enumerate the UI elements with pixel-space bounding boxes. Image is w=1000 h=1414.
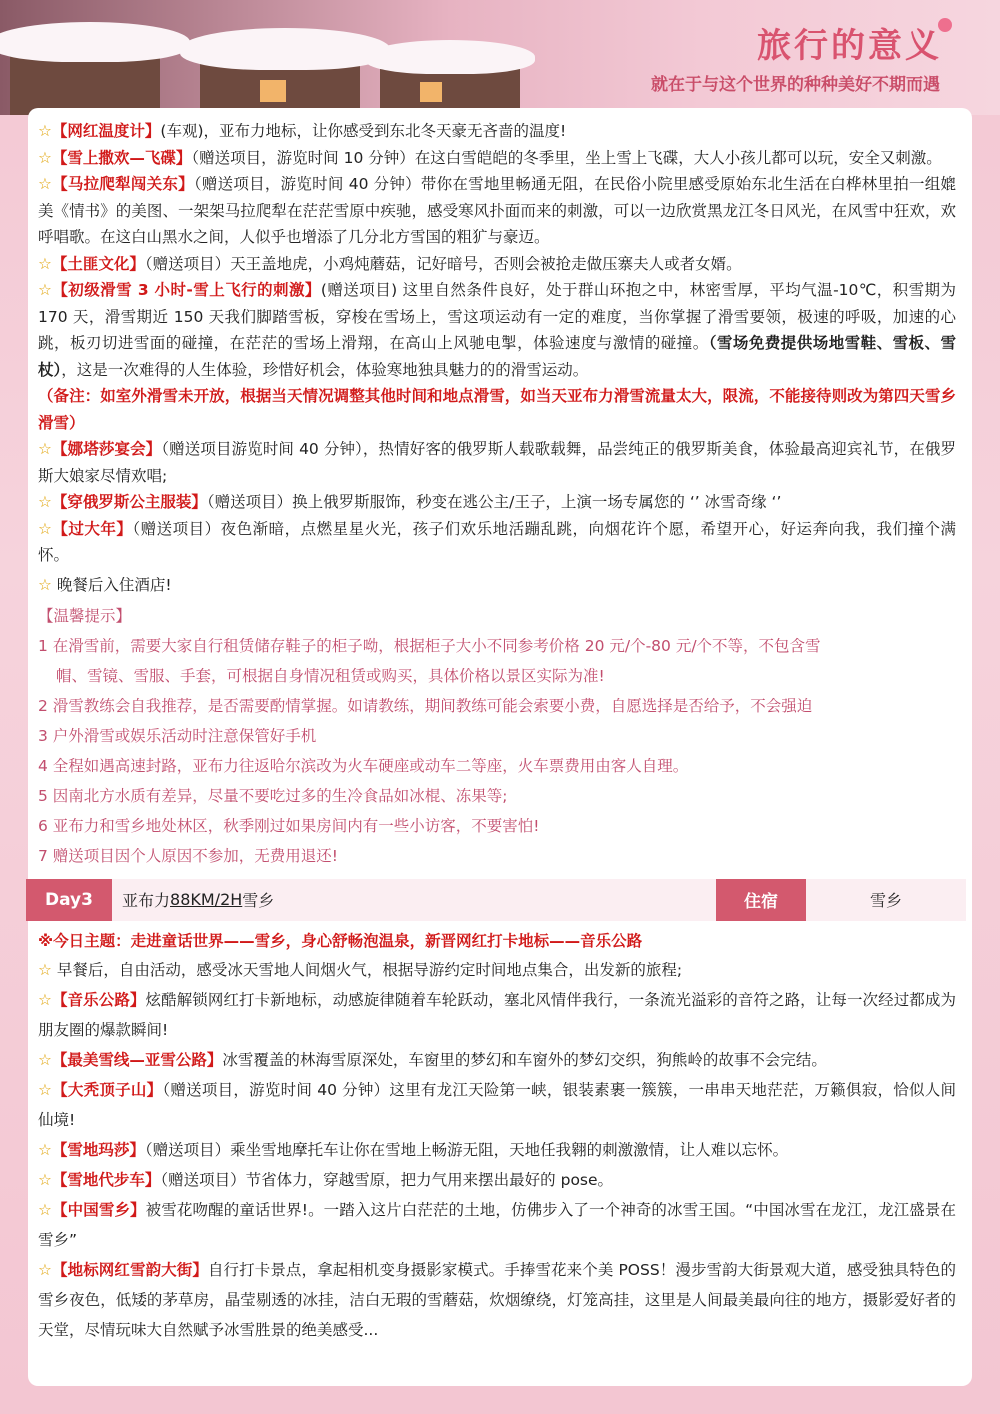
day-header-row	[26, 879, 966, 921]
item-text: 早餐后，自由活动，感受冰天雪地人间烟火气，根据导游约定时间地点集合，出发新的旅程;	[56, 960, 683, 979]
item-text: （赠送项目）天王盖地虎，小鸡炖蘑菇，记好暗号，否则会被抢走做压寨夫人或者女婿。	[144, 254, 742, 273]
route-distance: 88KM/2H	[170, 890, 243, 909]
header-banner	[0, 0, 1000, 115]
itinerary-content	[38, 118, 956, 1345]
item-title: 【地标网红雪韵大街】	[52, 1260, 208, 1279]
ski-note: （备注：如室外滑雪未开放，根据当天情况调整其他时间和地点滑雪，如当天亚布力滑雪流量太大，限流，不能接待则改为第四天雪乡滑雪）	[38, 387, 956, 432]
list-item	[38, 1045, 956, 1075]
star-icon: ☆	[38, 960, 52, 979]
stay-value: 雪乡	[806, 879, 966, 921]
list-item	[38, 118, 956, 145]
item-title: 【中国雪乡】	[52, 1200, 146, 1219]
day-theme: ※今日主题：走进童话世界——雪乡，身心舒畅泡温泉，新晋网红打卡地标——音乐公路	[38, 931, 643, 950]
star-icon: ☆	[38, 1050, 52, 1069]
item-text: 冰雪覆盖的林海雪原深处，车窗里的梦幻和车窗外的梦幻交织，狗熊岭的故事不会完结。	[222, 1050, 827, 1069]
star-icon: ☆	[38, 1260, 52, 1279]
star-icon: ☆	[38, 1140, 52, 1159]
item-title: 【雪上撒欢—飞碟】	[51, 148, 192, 167]
item-title: 【过大年】	[52, 519, 133, 538]
list-item	[38, 1195, 956, 1255]
star-icon: ☆	[38, 440, 53, 458]
banner-subtitle: 就在于与这个世界的种种美好不期而遇	[651, 75, 940, 95]
list-item	[38, 436, 956, 489]
item-title: 【娜塔莎宴会】	[52, 440, 162, 458]
tip-item: 7 赠送项目因个人原因不参加，无费用退还!	[38, 846, 339, 865]
item-title: 【网红温度计】	[51, 122, 161, 140]
list-item	[38, 489, 956, 516]
tip-item: 6 亚布力和雪乡地处林区，秋季刚过如果房间内有一些小访客，不要害怕!	[38, 816, 540, 835]
item-text: （赠送项目，游览时间 40 分钟）这里有龙江天险第一峡，银装素裹一簇簇，一串串天地茫茫，万籁俱寂，恰似人间仙境!	[38, 1080, 956, 1129]
list-item	[38, 1075, 956, 1135]
snow-roof	[365, 40, 535, 74]
tips-title: 【温馨提示】	[38, 606, 132, 625]
item-text: （赠送项目）节省体力，穿越雪原，把力气用来摆出最好的 pose。	[160, 1170, 614, 1189]
list-item	[38, 955, 956, 985]
item-text: （赠送项目）夜色渐暗，点燃星星火光，孩子们欢乐地活蹦乱跳，向烟花许个愿，希望开心，好运奔向我，我们撞个满怀。	[38, 519, 956, 564]
list-item	[38, 251, 956, 278]
item-title: 【最美雪线—亚雪公路】	[51, 1050, 223, 1069]
star-icon: ☆	[38, 254, 52, 273]
stay-label: 住宿	[716, 879, 806, 921]
list-item	[38, 1255, 956, 1345]
item-title: 【大秃顶子山】	[52, 1080, 163, 1099]
list-item	[38, 516, 956, 569]
item-text: （赠送项目，游览时间 40 分钟）带你在雪地里畅通无阻，在民俗小院里感受原始东北生活在白桦林里拍一组媲美《情书》的美图、一架架马拉爬犁在茫茫雪原中疾驰，感受寒风扑面而来的刺激，可以一边欣赏黑龙江冬日风光，在风雪中狂欢，欢呼唱歌。在这白山黑水之间，人似乎也增添了几分北方雪国的粗犷与豪迈。	[38, 175, 956, 246]
list-item	[38, 985, 956, 1045]
item-title: 【穿俄罗斯公主服装】	[51, 493, 207, 511]
day-label: Day3	[26, 879, 112, 921]
star-icon: ☆	[38, 148, 52, 167]
day-route	[112, 879, 716, 921]
item-text: （赠送项目游览时间 40 分钟），热情好客的俄罗斯人载歌载舞，品尝纯正的俄罗斯美食，体验最高迎宾礼节，在俄罗斯大娘家尽情欢唱;	[38, 440, 956, 485]
item-text: (赠送项目) 这里自然条件良好，处于群山环抱之中，林密雪厚，平均气温-10℃，积雪期为 170 天，滑雪期近 150 天我们脚踏雪板，穿梭在雪场上，雪这项运动有一定的难度，当你掌握了滑雪要领，极速的呼吸，加速的心跳，板刃切进雪面的碰撞，在茫茫的雪场上滑翔，在高山上风驰电掣，体验速度与激情的碰撞。	[38, 281, 956, 352]
star-icon: ☆	[38, 1170, 52, 1189]
item-text: （赠送项目）乘坐雪地摩托车让你在雪地上畅游无阻，天地任我翱的刺激激情，让人难以忘怀。	[144, 1140, 789, 1159]
item-title: 【初级滑雪 3 小时-雪上飞行的刺激】	[52, 281, 321, 299]
tip-item: 3 户外滑雪或娱乐活动时注意保管好手机	[38, 726, 317, 745]
route-to: 雪乡	[242, 891, 275, 910]
route-from: 亚布力	[122, 891, 171, 910]
item-text: 被雪花吻醒的童话世界!。一踏入这片白茫茫的土地，仿佛步入了一个神奇的冰雪王国。“中国冰雪在龙江，龙江盛景在雪乡”	[38, 1200, 956, 1249]
list-item	[38, 569, 956, 601]
star-icon: ☆	[38, 519, 53, 538]
item-text: 自行打卡景点，拿起相机变身摄影家模式。手捧雪花来个美 POSS！漫步雪韵大街景观大道，感受独具特色的雪乡夜色，低矮的茅草房，晶莹剔透的冰挂，洁白无瑕的雪蘑菇，炊烟缭绕，灯笼高挂，这里是人间最美最向往的地方，摄影爱好者的天堂，尽情玩味大自然赋予冰雪胜景的绝美感受...	[38, 1260, 956, 1339]
item-bold-text: （雪场免费提供场地雪鞋、雪板、雪杖）	[38, 334, 956, 379]
item-text: 炫酷解锁网红打卡新地标，动感旋律随着车轮跃动，塞北风情伴我行，一条流光溢彩的音符之路，让每一次经过都成为朋友圈的爆款瞬间!	[38, 990, 956, 1039]
star-icon: ☆	[38, 281, 53, 299]
item-text: （赠送项目）换上俄罗斯服饰，秒变在逃公主/王子，上演一场专属您的 ‘’ 冰雪奇缘 ‘’	[206, 493, 782, 511]
snow-roof	[0, 22, 190, 62]
star-icon: ☆	[38, 575, 52, 594]
lit-window	[260, 80, 286, 102]
tip-item: 4 全程如遇高速封路，亚布力往返哈尔滨改为火车硬座或动车二等座，火车票费用由客人自理。	[38, 756, 689, 775]
list-item	[38, 1165, 956, 1195]
star-icon: ☆	[38, 990, 52, 1009]
list-item	[38, 277, 956, 383]
list-item	[38, 171, 956, 251]
tip-item: 5 因南北方水质有差异，尽量不要吃过多的生冷食品如冰棍、冻果等;	[38, 786, 508, 805]
star-icon: ☆	[38, 175, 53, 193]
item-title: 【雪地代步车】	[51, 1170, 161, 1189]
snow-roof	[180, 28, 390, 70]
list-item	[38, 1135, 956, 1165]
item-title: 【土匪文化】	[51, 254, 145, 273]
tip-item: 2 滑雪教练会自我推荐，是否需要酌情掌握。如请教练，期间教练可能会索要小费，自愿选择是否给予，不会强迫	[38, 696, 813, 715]
list-item	[38, 145, 956, 172]
tip-item: 帽、雪镜、雪服、手套，可根据自身情况租赁或购买，具体价格以景区实际为准!	[56, 666, 605, 685]
star-icon: ☆	[38, 1200, 53, 1219]
star-icon: ☆	[38, 493, 52, 511]
item-title: 【雪地玛莎】	[51, 1140, 145, 1159]
star-icon: ☆	[38, 1080, 53, 1099]
item-text: (车观)，亚布力地标，让你感受到东北冬天豪无吝啬的温度!	[160, 122, 567, 140]
content-card	[28, 108, 972, 1386]
tip-item: 1 在滑雪前，需要大家自行租赁储存鞋子的柜子呦，根据柜子大小不同参考价格 20 元/个-80 元/个不等，不包含雪	[38, 636, 821, 655]
lit-window	[420, 82, 442, 102]
item-text: （赠送项目，游览时间 10 分钟）在这白雪皑皑的冬季里，坐上雪上飞碟，大人小孩儿都可以玩，安全又刺激。	[191, 148, 942, 167]
item-title: 【音乐公路】	[51, 990, 146, 1009]
item-title: 【马拉爬犁闯关东】	[52, 175, 194, 193]
dinner-text: 晚餐后入住酒店!	[56, 575, 172, 594]
banner-title: 旅行的意义	[757, 26, 942, 66]
item-text: ，这是一次难得的人生体验，珍惜好机会，体验寒地独具魅力的的滑雪运动。	[61, 360, 589, 379]
star-icon: ☆	[38, 122, 52, 140]
